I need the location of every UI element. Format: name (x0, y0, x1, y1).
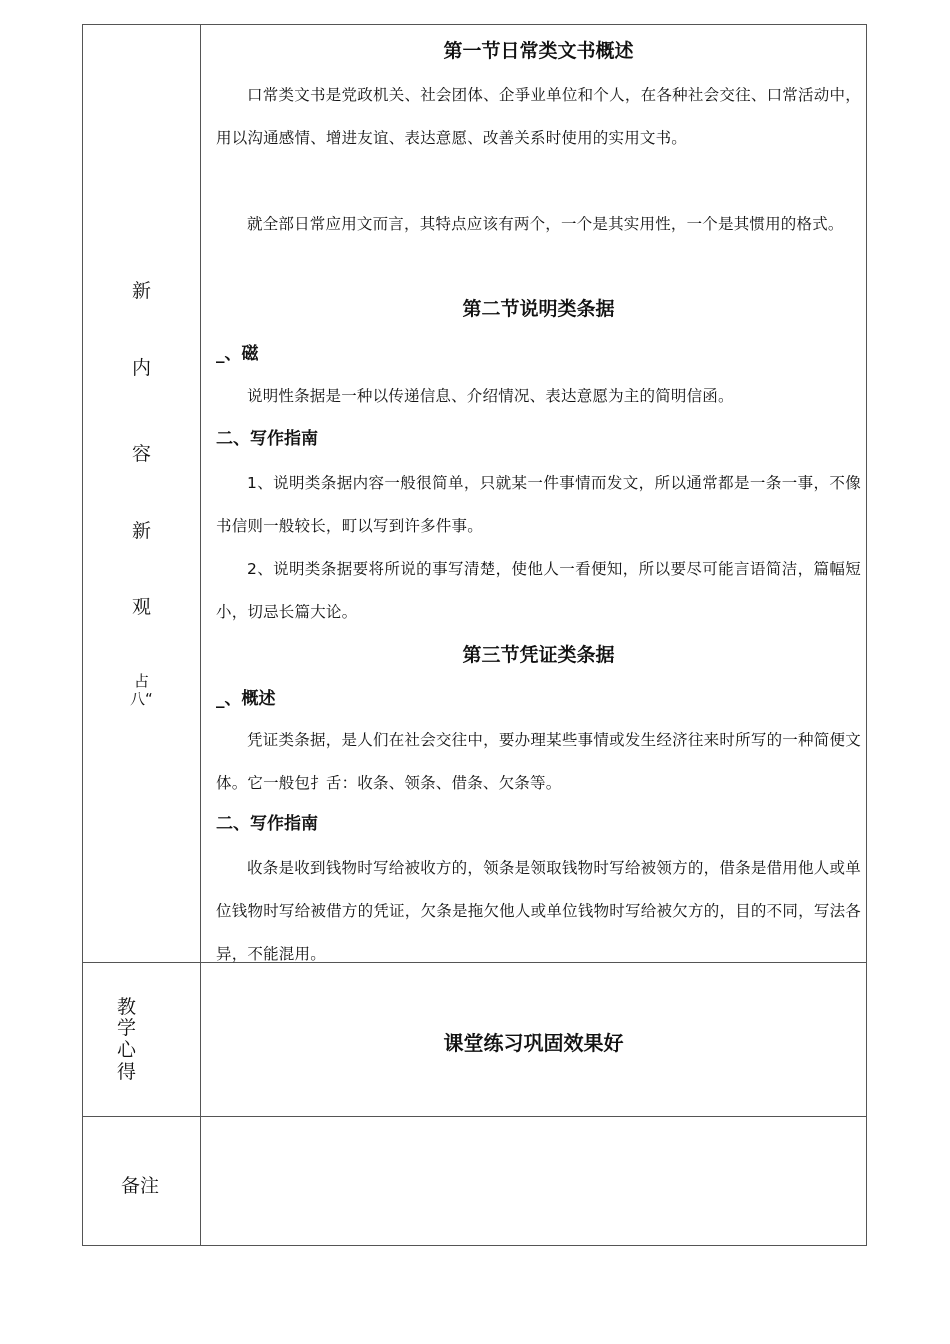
reflection-text: 课堂练习巩固效果好 (443, 1031, 624, 1055)
column-divider (200, 25, 201, 1245)
label-char-4: 新 (132, 520, 152, 542)
label-small-2: 八“ (130, 690, 153, 708)
section3-title: 第三节凭证类条据 (462, 644, 615, 666)
notes-label: 备注 (121, 1175, 160, 1197)
reflection-label-char-2: 学 (117, 1017, 137, 1039)
lesson-table (82, 24, 867, 1246)
reflection-label-char-3: 心 (117, 1039, 137, 1061)
reflection-label-char-4: 得 (117, 1061, 137, 1083)
section3-paragraph-2: 收条是收到钱物时写给被收方的，领条是领取钱物时写给被领方的，借条是借用他人或单位钱物时写给被借方的凭证，欠条是拖欠他人或单位钱物时写给被欠方的，目的不同，写法各异，不能混用。 (216, 859, 861, 963)
section3-heading-1: _、概述 (216, 689, 276, 709)
reflection-label-char-1: 教 (117, 996, 137, 1018)
section1-paragraph-1: 口常类文书是党政机关、社会团体、企爭业单位和个人，在各种社会交往、口常活动中，用以沟通感情、增进友谊、表达意愿、改善关系时使用的实用文书。 (216, 86, 861, 147)
label-char-5: 观 (132, 596, 152, 618)
section2-heading-1: _、磁 (216, 344, 259, 364)
section2-paragraph-3: 2、说明类条据要将所说的事写清楚，使他人一看便知，所以要尽可能言语简洁，篇幅短小，切忌长篇大论。 (216, 560, 861, 621)
label-char-3: 容 (132, 443, 152, 465)
section2-heading-2: 二、写作指南 (216, 429, 318, 449)
section2-paragraph-2: 1、说明类条据内容一般很简单，只就某一件事情而发文，所以通常都是一条一事，不像书信则一般较长，町以写到许多件事。 (216, 474, 861, 535)
section2-title: 第二节说明类条据 (462, 298, 615, 320)
section1-title: 第一节日常类文书概述 (443, 40, 634, 62)
label-char-2: 内 (132, 357, 152, 379)
label-char-1: 新 (132, 280, 152, 302)
label-small-1: 占 (134, 672, 150, 690)
row-divider-2 (83, 1116, 866, 1117)
main-content (216, 25, 861, 962)
section3-paragraph-1: 凭证类条据，是人们在社会交往中，要办理某些事情或发生经济往来时所写的一种简便文体。它一般包扌舌：收条、领条、借条、欠条等。 (216, 731, 861, 792)
section3-heading-2: 二、写作指南 (216, 814, 318, 834)
section1-paragraph-2: 就全部日常应用文而言，其特点应该有两个，一个是其实用性，一个是其惯用的格式。 (247, 215, 844, 233)
section2-paragraph-1: 说明性条据是一种以传递信息、介绍情况、表达意愿为主的简明信函。 (247, 387, 734, 405)
